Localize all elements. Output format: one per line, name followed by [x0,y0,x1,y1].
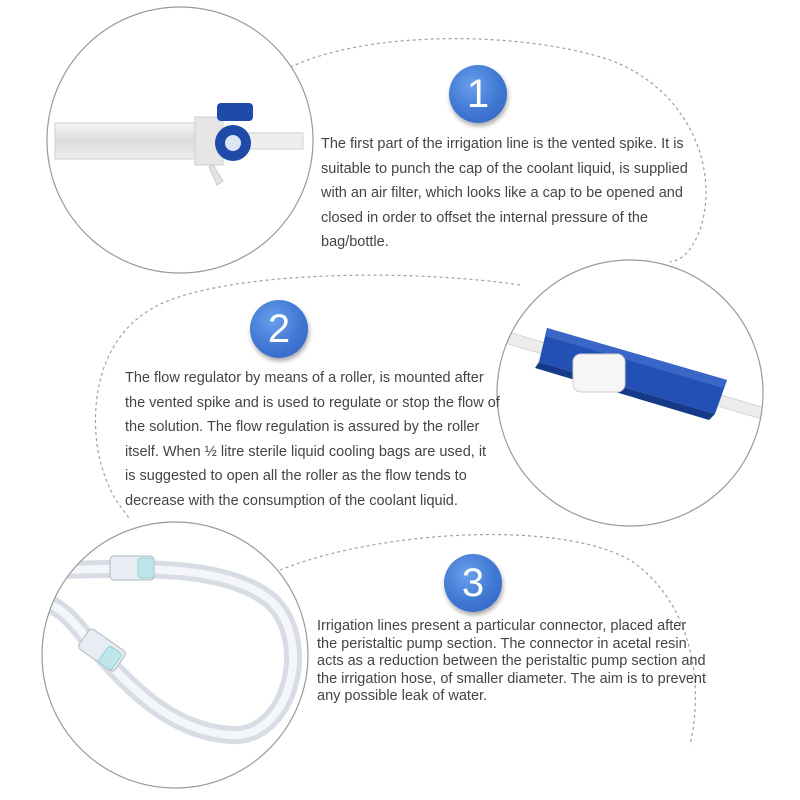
step-number-1-badge: 1 [449,65,507,123]
step-number-3-badge: 3 [444,554,502,612]
step-number-2-badge: 2 [250,300,308,358]
connector-description: Irrigation lines present a particular connector, placed after the peristaltic pump section. The connector in acetal resin acts as a reduction between the peristaltic pump section and the irrigation hose, of smaller diameter. The aim is to prevent any possible leak of water. [317,618,707,704]
roller-clamp-image [495,258,765,528]
roller-clamp-description: The flow regulator by means of a roller, is mounted after the vented spike and is used to regulate or stop the flow of the solution. The flow regulation is assured by the roller itself. When ½ litre sterile liquid cooling bags are used, it is suggested to open all the roller as the flow tends to decrease with the consumption of the coolant liquid. [125,370,500,509]
vented-spike-image [45,5,315,275]
vented-spike-description: The first part of the irrigation line is the vented spike. It is suitable to punch the cap of the coolant liquid, is supplied with an air filter, which looks like a cap to be opened and closed in order to offset the internal pressure of the bag/bottle. [321,136,688,250]
tubing-connector-image [40,520,310,790]
